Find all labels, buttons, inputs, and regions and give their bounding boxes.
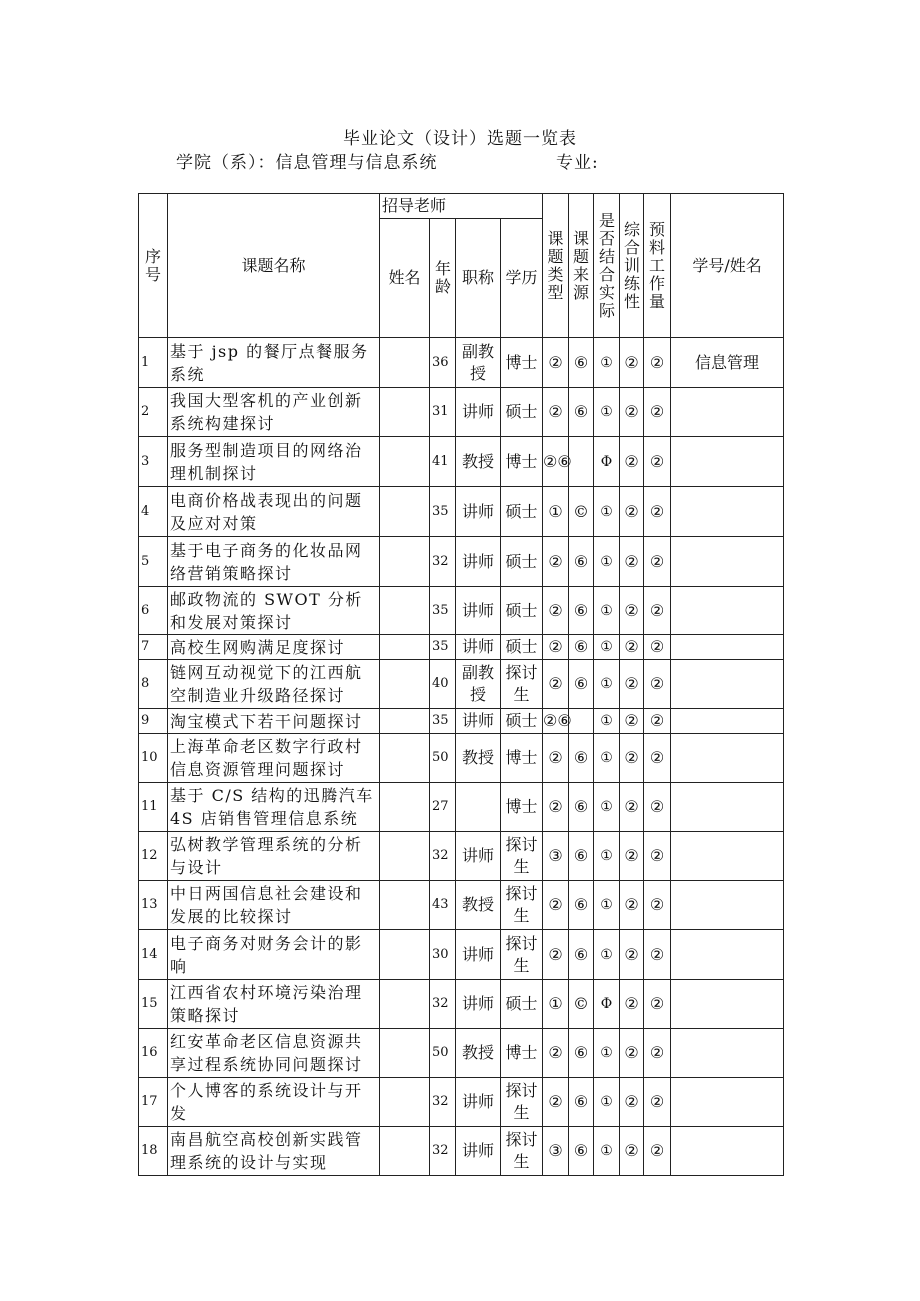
header-degree: 学历 <box>501 219 543 338</box>
practical-cell: ① <box>594 537 620 587</box>
practical-cell: ① <box>594 587 620 635</box>
advisor-degree-cell: 探讨生 <box>501 660 543 709</box>
topic-source-cell: ⑥ <box>569 881 594 930</box>
topic-source-cell <box>569 437 594 487</box>
advisor-degree-cell: 硕士 <box>501 487 543 537</box>
advisor-rank-cell: 讲师 <box>456 1078 501 1127</box>
topic-source-cell: ⑥ <box>569 783 594 832</box>
workload-cell: ② <box>644 930 671 980</box>
advisor-age-cell: 32 <box>430 537 456 587</box>
topic-cell: 基于 jsp 的餐厅点餐服务系统 <box>168 338 380 388</box>
advisor-age-cell: 41 <box>430 437 456 487</box>
advisor-name-cell <box>380 1078 430 1127</box>
topic-type-cell: ② <box>543 783 569 832</box>
practical-cell: ① <box>594 1029 620 1078</box>
advisor-rank-cell: 副教授 <box>456 660 501 709</box>
practical-cell: Φ <box>594 980 620 1029</box>
advisor-degree-cell: 硕士 <box>501 388 543 437</box>
student-cell <box>671 1127 784 1176</box>
student-cell <box>671 388 784 437</box>
topic-source-cell: ⑥ <box>569 930 594 980</box>
practical-cell: ① <box>594 660 620 709</box>
student-cell <box>671 487 784 537</box>
advisor-degree-cell: 硕士 <box>501 587 543 635</box>
header-age: 年龄 <box>430 219 456 338</box>
advisor-degree-cell: 博士 <box>501 437 543 487</box>
training-cell: ② <box>620 1029 644 1078</box>
student-cell <box>671 930 784 980</box>
row-number: 9 <box>139 709 168 734</box>
training-cell: ② <box>620 635 644 660</box>
training-cell: ② <box>620 437 644 487</box>
workload-cell: ② <box>644 1127 671 1176</box>
workload-cell: ② <box>644 487 671 537</box>
advisor-rank-cell <box>456 783 501 832</box>
table-row <box>139 783 784 832</box>
advisor-name-cell <box>380 635 430 660</box>
row-number: 17 <box>139 1078 168 1127</box>
advisor-age-cell: 35 <box>430 635 456 660</box>
topic-type-cell: ③ <box>543 1127 569 1176</box>
topic-cell: 高校生网购满足度探讨 <box>168 635 380 660</box>
topic-type-cell: ②⑥ <box>543 437 569 487</box>
topic-source-cell <box>569 709 594 734</box>
student-cell <box>671 660 784 709</box>
student-cell <box>671 980 784 1029</box>
table-row <box>139 437 784 487</box>
workload-cell: ② <box>644 338 671 388</box>
workload-cell: ② <box>644 734 671 783</box>
student-cell <box>671 881 784 930</box>
header-advisor-group: 招导老师 <box>380 194 543 219</box>
training-cell: ② <box>620 881 644 930</box>
topic-source-cell: © <box>569 980 594 1029</box>
topic-type-cell: ② <box>543 338 569 388</box>
topic-type-cell: ② <box>543 881 569 930</box>
advisor-age-cell: 32 <box>430 1078 456 1127</box>
advisor-degree-cell: 硕士 <box>501 709 543 734</box>
topic-cell: 基于 C/S 结构的迅腾汽车 4S 店销售管理信息系统 <box>168 783 380 832</box>
advisor-rank-cell: 教授 <box>456 881 501 930</box>
header-workload: 预料工作量 <box>644 194 671 338</box>
topic-type-cell: ② <box>543 734 569 783</box>
student-cell <box>671 832 784 881</box>
workload-cell: ② <box>644 980 671 1029</box>
topic-cell: 邮政物流的 SWOT 分析和发展对策探讨 <box>168 587 380 635</box>
header-row <box>139 194 784 219</box>
advisor-name-cell <box>380 734 430 783</box>
workload-cell: ② <box>644 660 671 709</box>
topic-cell: 电商价格战表现出的问题及应对对策 <box>168 487 380 537</box>
topic-source-cell: ⑥ <box>569 832 594 881</box>
advisor-degree-cell: 博士 <box>501 783 543 832</box>
practical-cell: Φ <box>594 437 620 487</box>
topic-type-cell: ② <box>543 1029 569 1078</box>
table-row <box>139 487 784 537</box>
advisor-age-cell: 43 <box>430 881 456 930</box>
advisor-degree-cell: 硕士 <box>501 635 543 660</box>
training-cell: ② <box>620 1127 644 1176</box>
advisor-degree-cell: 探讨生 <box>501 930 543 980</box>
topic-type-cell: ② <box>543 587 569 635</box>
header-seq: 序号 <box>139 194 168 338</box>
workload-cell: ② <box>644 783 671 832</box>
advisor-age-cell: 31 <box>430 388 456 437</box>
workload-cell: ② <box>644 437 671 487</box>
training-cell: ② <box>620 660 644 709</box>
advisor-degree-cell: 探讨生 <box>501 1078 543 1127</box>
advisor-degree-cell: 硕士 <box>501 537 543 587</box>
topic-source-cell: © <box>569 487 594 537</box>
topic-cell: 链网互动视觉下的江西航空制造业升级路径探讨 <box>168 660 380 709</box>
table-row <box>139 881 784 930</box>
advisor-name-cell <box>380 980 430 1029</box>
training-cell: ② <box>620 587 644 635</box>
topic-source-cell: ⑥ <box>569 1127 594 1176</box>
topic-source-cell: ⑥ <box>569 734 594 783</box>
topic-cell: 淘宝模式下若干问题探讨 <box>168 709 380 734</box>
row-number: 4 <box>139 487 168 537</box>
row-number: 13 <box>139 881 168 930</box>
practical-cell: ① <box>594 709 620 734</box>
workload-cell: ② <box>644 587 671 635</box>
topic-type-cell: ③ <box>543 832 569 881</box>
advisor-degree-cell: 探讨生 <box>501 881 543 930</box>
training-cell: ② <box>620 734 644 783</box>
table-row <box>139 660 784 709</box>
workload-cell: ② <box>644 388 671 437</box>
student-cell <box>671 437 784 487</box>
advisor-name-cell <box>380 487 430 537</box>
practical-cell: ① <box>594 930 620 980</box>
table-row <box>139 587 784 635</box>
workload-cell: ② <box>644 635 671 660</box>
table-row <box>139 930 784 980</box>
advisor-rank-cell: 讲师 <box>456 388 501 437</box>
topic-source-cell: ⑥ <box>569 537 594 587</box>
topic-type-cell: ② <box>543 388 569 437</box>
training-cell: ② <box>620 338 644 388</box>
student-cell <box>671 709 784 734</box>
row-number: 10 <box>139 734 168 783</box>
student-cell: 信息管理 <box>671 338 784 388</box>
table-row <box>139 980 784 1029</box>
training-cell: ② <box>620 537 644 587</box>
college-line: 学院（系）：信息管理与信息系统 <box>176 153 438 173</box>
advisor-name-cell <box>380 1029 430 1078</box>
page-title: 毕业论文（设计）选题一览表 <box>343 129 577 149</box>
workload-cell: ② <box>644 832 671 881</box>
table-row <box>139 734 784 783</box>
topic-cell: 江西省农村环境污染治理策略探讨 <box>168 980 380 1029</box>
practical-cell: ① <box>594 338 620 388</box>
practical-cell: ① <box>594 734 620 783</box>
workload-cell: ② <box>644 881 671 930</box>
row-number: 7 <box>139 635 168 660</box>
topics-table <box>138 193 784 1176</box>
advisor-name-cell <box>380 587 430 635</box>
table-row <box>139 832 784 881</box>
row-number: 15 <box>139 980 168 1029</box>
advisor-degree-cell: 博士 <box>501 1029 543 1078</box>
topic-source-cell: ⑥ <box>569 338 594 388</box>
header-practical: 是否结合实际 <box>594 194 620 338</box>
topic-type-cell: ②⑥ <box>543 709 569 734</box>
workload-cell: ② <box>644 1029 671 1078</box>
advisor-rank-cell: 讲师 <box>456 832 501 881</box>
topic-type-cell: ② <box>543 537 569 587</box>
advisor-name-cell <box>380 437 430 487</box>
topic-source-cell: ⑥ <box>569 660 594 709</box>
training-cell: ② <box>620 709 644 734</box>
row-number: 5 <box>139 537 168 587</box>
topic-source-cell: ⑥ <box>569 635 594 660</box>
advisor-degree-cell: 探讨生 <box>501 832 543 881</box>
topic-cell: 上海革命老区数字行政村信息资源管理问题探讨 <box>168 734 380 783</box>
topic-type-cell: ② <box>543 635 569 660</box>
row-number: 6 <box>139 587 168 635</box>
advisor-name-cell <box>380 709 430 734</box>
topic-cell: 基于电子商务的化妆品网络营销策略探讨 <box>168 537 380 587</box>
advisor-rank-cell: 讲师 <box>456 980 501 1029</box>
advisor-name-cell <box>380 660 430 709</box>
advisor-age-cell: 35 <box>430 709 456 734</box>
row-number: 8 <box>139 660 168 709</box>
topic-type-cell: ② <box>543 930 569 980</box>
row-number: 2 <box>139 388 168 437</box>
header-student: 学号/姓名 <box>671 194 784 338</box>
advisor-rank-cell: 讲师 <box>456 487 501 537</box>
topic-cell: 南昌航空高校创新实践管理系统的设计与实现 <box>168 1127 380 1176</box>
header-topic: 课题名称 <box>168 194 380 338</box>
topic-source-cell: ⑥ <box>569 1078 594 1127</box>
major-label: 专业: <box>556 153 599 173</box>
student-cell <box>671 1029 784 1078</box>
advisor-rank-cell: 讲师 <box>456 635 501 660</box>
topic-cell: 弘树教学管理系统的分析与设计 <box>168 832 380 881</box>
practical-cell: ① <box>594 832 620 881</box>
row-number: 14 <box>139 930 168 980</box>
header-type: 课题类型 <box>543 194 569 338</box>
header-training: 综合训练性 <box>620 194 644 338</box>
advisor-degree-cell: 硕士 <box>501 980 543 1029</box>
student-cell <box>671 587 784 635</box>
topic-cell: 服务型制造项目的网络治理机制探讨 <box>168 437 380 487</box>
topic-type-cell: ② <box>543 660 569 709</box>
student-cell <box>671 537 784 587</box>
workload-cell: ② <box>644 709 671 734</box>
advisor-rank-cell: 讲师 <box>456 537 501 587</box>
topic-type-cell: ② <box>543 1078 569 1127</box>
advisor-name-cell <box>380 388 430 437</box>
workload-cell: ② <box>644 537 671 587</box>
row-number: 3 <box>139 437 168 487</box>
advisor-age-cell: 40 <box>430 660 456 709</box>
advisor-age-cell: 50 <box>430 734 456 783</box>
advisor-rank-cell: 副教授 <box>456 338 501 388</box>
training-cell: ② <box>620 930 644 980</box>
advisor-age-cell: 30 <box>430 930 456 980</box>
table-row <box>139 1078 784 1127</box>
advisor-rank-cell: 讲师 <box>456 1127 501 1176</box>
advisor-age-cell: 27 <box>430 783 456 832</box>
training-cell: ② <box>620 1078 644 1127</box>
training-cell: ② <box>620 980 644 1029</box>
row-number: 1 <box>139 338 168 388</box>
topic-cell: 电子商务对财务会计的影响 <box>168 930 380 980</box>
student-cell <box>671 734 784 783</box>
advisor-degree-cell: 博士 <box>501 734 543 783</box>
practical-cell: ① <box>594 635 620 660</box>
advisor-name-cell <box>380 832 430 881</box>
advisor-rank-cell: 教授 <box>456 734 501 783</box>
table-row <box>139 1029 784 1078</box>
topic-cell: 我国大型客机的产业创新系统构建探讨 <box>168 388 380 437</box>
training-cell: ② <box>620 388 644 437</box>
practical-cell: ① <box>594 388 620 437</box>
table-row <box>139 537 784 587</box>
training-cell: ② <box>620 487 644 537</box>
topic-cell: 红安革命老区信息资源共享过程系统协同问题探讨 <box>168 1029 380 1078</box>
advisor-rank-cell: 讲师 <box>456 930 501 980</box>
table-row <box>139 709 784 734</box>
row-number: 16 <box>139 1029 168 1078</box>
student-cell <box>671 783 784 832</box>
topic-cell: 个人博客的系统设计与开发 <box>168 1078 380 1127</box>
row-number: 18 <box>139 1127 168 1176</box>
table-row <box>139 388 784 437</box>
advisor-name-cell <box>380 930 430 980</box>
table-row <box>139 635 784 660</box>
row-number: 12 <box>139 832 168 881</box>
advisor-rank-cell: 教授 <box>456 437 501 487</box>
training-cell: ② <box>620 832 644 881</box>
topic-type-cell: ① <box>543 487 569 537</box>
practical-cell: ① <box>594 1078 620 1127</box>
training-cell: ② <box>620 783 644 832</box>
row-number: 11 <box>139 783 168 832</box>
advisor-name-cell <box>380 338 430 388</box>
workload-cell: ② <box>644 1078 671 1127</box>
table-row <box>139 1127 784 1176</box>
advisor-name-cell <box>380 881 430 930</box>
advisor-age-cell: 36 <box>430 338 456 388</box>
topic-source-cell: ⑥ <box>569 587 594 635</box>
practical-cell: ① <box>594 487 620 537</box>
advisor-name-cell <box>380 537 430 587</box>
practical-cell: ① <box>594 881 620 930</box>
header-name: 姓名 <box>380 219 430 338</box>
student-cell <box>671 635 784 660</box>
topic-source-cell: ⑥ <box>569 388 594 437</box>
advisor-name-cell <box>380 1127 430 1176</box>
advisor-age-cell: 35 <box>430 587 456 635</box>
topic-cell: 中日两国信息社会建设和发展的比较探讨 <box>168 881 380 930</box>
advisor-rank-cell: 讲师 <box>456 709 501 734</box>
advisor-age-cell: 32 <box>430 980 456 1029</box>
topic-type-cell: ① <box>543 980 569 1029</box>
student-cell <box>671 1078 784 1127</box>
header-rank: 职称 <box>456 219 501 338</box>
advisor-rank-cell: 教授 <box>456 1029 501 1078</box>
header-source: 课题来源 <box>569 194 594 338</box>
advisor-age-cell: 35 <box>430 487 456 537</box>
advisor-degree-cell: 博士 <box>501 338 543 388</box>
practical-cell: ① <box>594 783 620 832</box>
table-row <box>139 338 784 388</box>
advisor-degree-cell: 探讨生 <box>501 1127 543 1176</box>
practical-cell: ① <box>594 1127 620 1176</box>
advisor-age-cell: 32 <box>430 1127 456 1176</box>
advisor-name-cell <box>380 783 430 832</box>
advisor-age-cell: 50 <box>430 1029 456 1078</box>
advisor-rank-cell: 讲师 <box>456 587 501 635</box>
topic-source-cell: ⑥ <box>569 1029 594 1078</box>
advisor-age-cell: 32 <box>430 832 456 881</box>
